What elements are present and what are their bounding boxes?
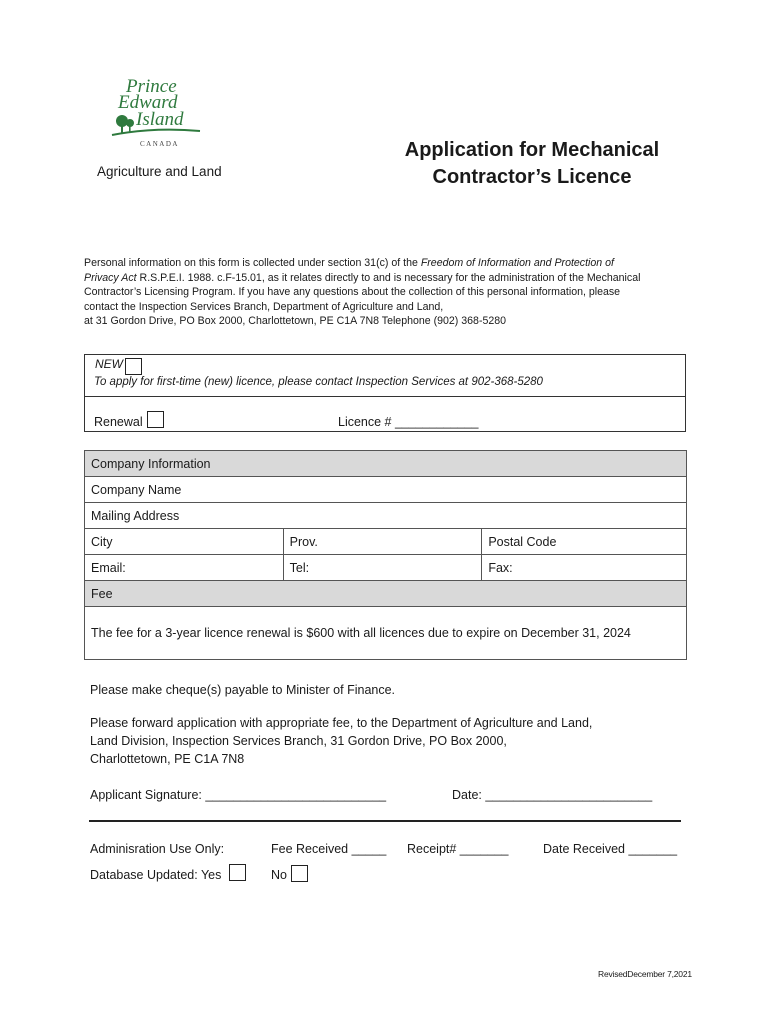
fax-field[interactable]: Fax:	[482, 555, 687, 581]
logo-canada: CANADA	[140, 140, 179, 148]
revised-date: RevisedDecember 7,2021	[598, 969, 692, 979]
prov-field[interactable]: Prov.	[283, 529, 482, 555]
db-no-label: No	[271, 868, 287, 882]
db-yes-checkbox[interactable]	[229, 864, 246, 881]
date-field[interactable]: Date: ________________________	[452, 788, 653, 802]
department-name: Agriculture and Land	[97, 164, 222, 179]
privacy-text-5: at 31 Gordon Drive, PO Box 2000, Charlottetown, PE C1A 7N8 Telephone (902) 368-5280	[84, 315, 507, 328]
logo-word-2: Edward	[118, 92, 178, 113]
new-checkbox[interactable]	[125, 358, 142, 375]
privacy-act-name-2: Privacy Act	[84, 271, 137, 284]
new-label: NEW	[95, 357, 123, 371]
tel-field[interactable]: Tel:	[283, 555, 482, 581]
pei-logo-graphic	[108, 75, 208, 150]
fee-received-field[interactable]: Fee Received _____	[271, 842, 387, 856]
forward-line-1: Please forward application with appropriate fee, to the Department of Agriculture and Land,	[90, 716, 593, 730]
company-info-table	[84, 450, 687, 660]
privacy-text-4: contact the Inspection Services Branch, Department of Agriculture and Land,	[84, 300, 444, 313]
divider	[89, 820, 681, 822]
privacy-notice	[84, 256, 694, 329]
pei-logo	[108, 75, 208, 150]
renewal-label: Renewal	[94, 415, 143, 429]
applicant-signature-field[interactable]: Applicant Signature: __________________________	[90, 788, 387, 802]
mailing-address-field[interactable]: Mailing Address	[85, 503, 687, 529]
renewal-checkbox[interactable]	[147, 411, 164, 428]
forward-line-3: Charlottetown, PE C1A 7N8	[90, 752, 245, 766]
page-title	[396, 137, 668, 191]
licence-number-field[interactable]: Licence # ____________	[338, 415, 479, 429]
privacy-text-2: R.S.P.E.I. 1988. c.F-15.01, as it relates directly to and is necessary for the administration of the Mechanical	[136, 271, 641, 284]
db-no-checkbox[interactable]	[291, 865, 308, 882]
logo-word-3: Island	[136, 109, 184, 130]
title-line-2: Contractor’s Licence	[432, 166, 632, 188]
privacy-act-name: Freedom of Information and Protection of	[420, 257, 614, 269]
forward-line-2: Land Division, Inspection Services Branch, 31 Gordon Drive, PO Box 2000,	[90, 734, 507, 748]
new-licence-note: To apply for first-time (new) licence, please contact Inspection Services at 902-368-5280	[94, 376, 543, 388]
privacy-text: Personal information on this form is collected under section 31(c) of the	[84, 257, 421, 269]
fee-section-title: Fee	[85, 581, 687, 607]
postal-code-field[interactable]: Postal Code	[482, 529, 687, 555]
tree-icon	[116, 115, 134, 133]
fee-text: The fee for a 3-year licence renewal is $600 with all licences due to expire on December 31, 2024	[85, 607, 687, 660]
forward-instruction	[90, 714, 592, 768]
privacy-text-3: Contractor’s Licensing Program. If you have any questions about the collection of this personal information, please	[84, 286, 621, 299]
title-line-1: Application for Mechanical	[404, 139, 660, 161]
cheque-instruction: Please make cheque(s) payable to Minister of Finance.	[90, 683, 396, 697]
company-name-field[interactable]: Company Name	[85, 477, 687, 503]
company-section-title: Company Information	[85, 451, 687, 477]
email-field[interactable]: Email:	[85, 555, 284, 581]
database-updated-label: Database Updated: Yes	[90, 868, 222, 882]
receipt-field[interactable]: Receipt# _______	[407, 842, 509, 856]
admin-label: Adminisration Use Only:	[90, 842, 225, 856]
logo-word-1: Prince	[126, 76, 177, 97]
city-field[interactable]: City	[85, 529, 284, 555]
date-received-field[interactable]: Date Received _______	[543, 842, 678, 856]
